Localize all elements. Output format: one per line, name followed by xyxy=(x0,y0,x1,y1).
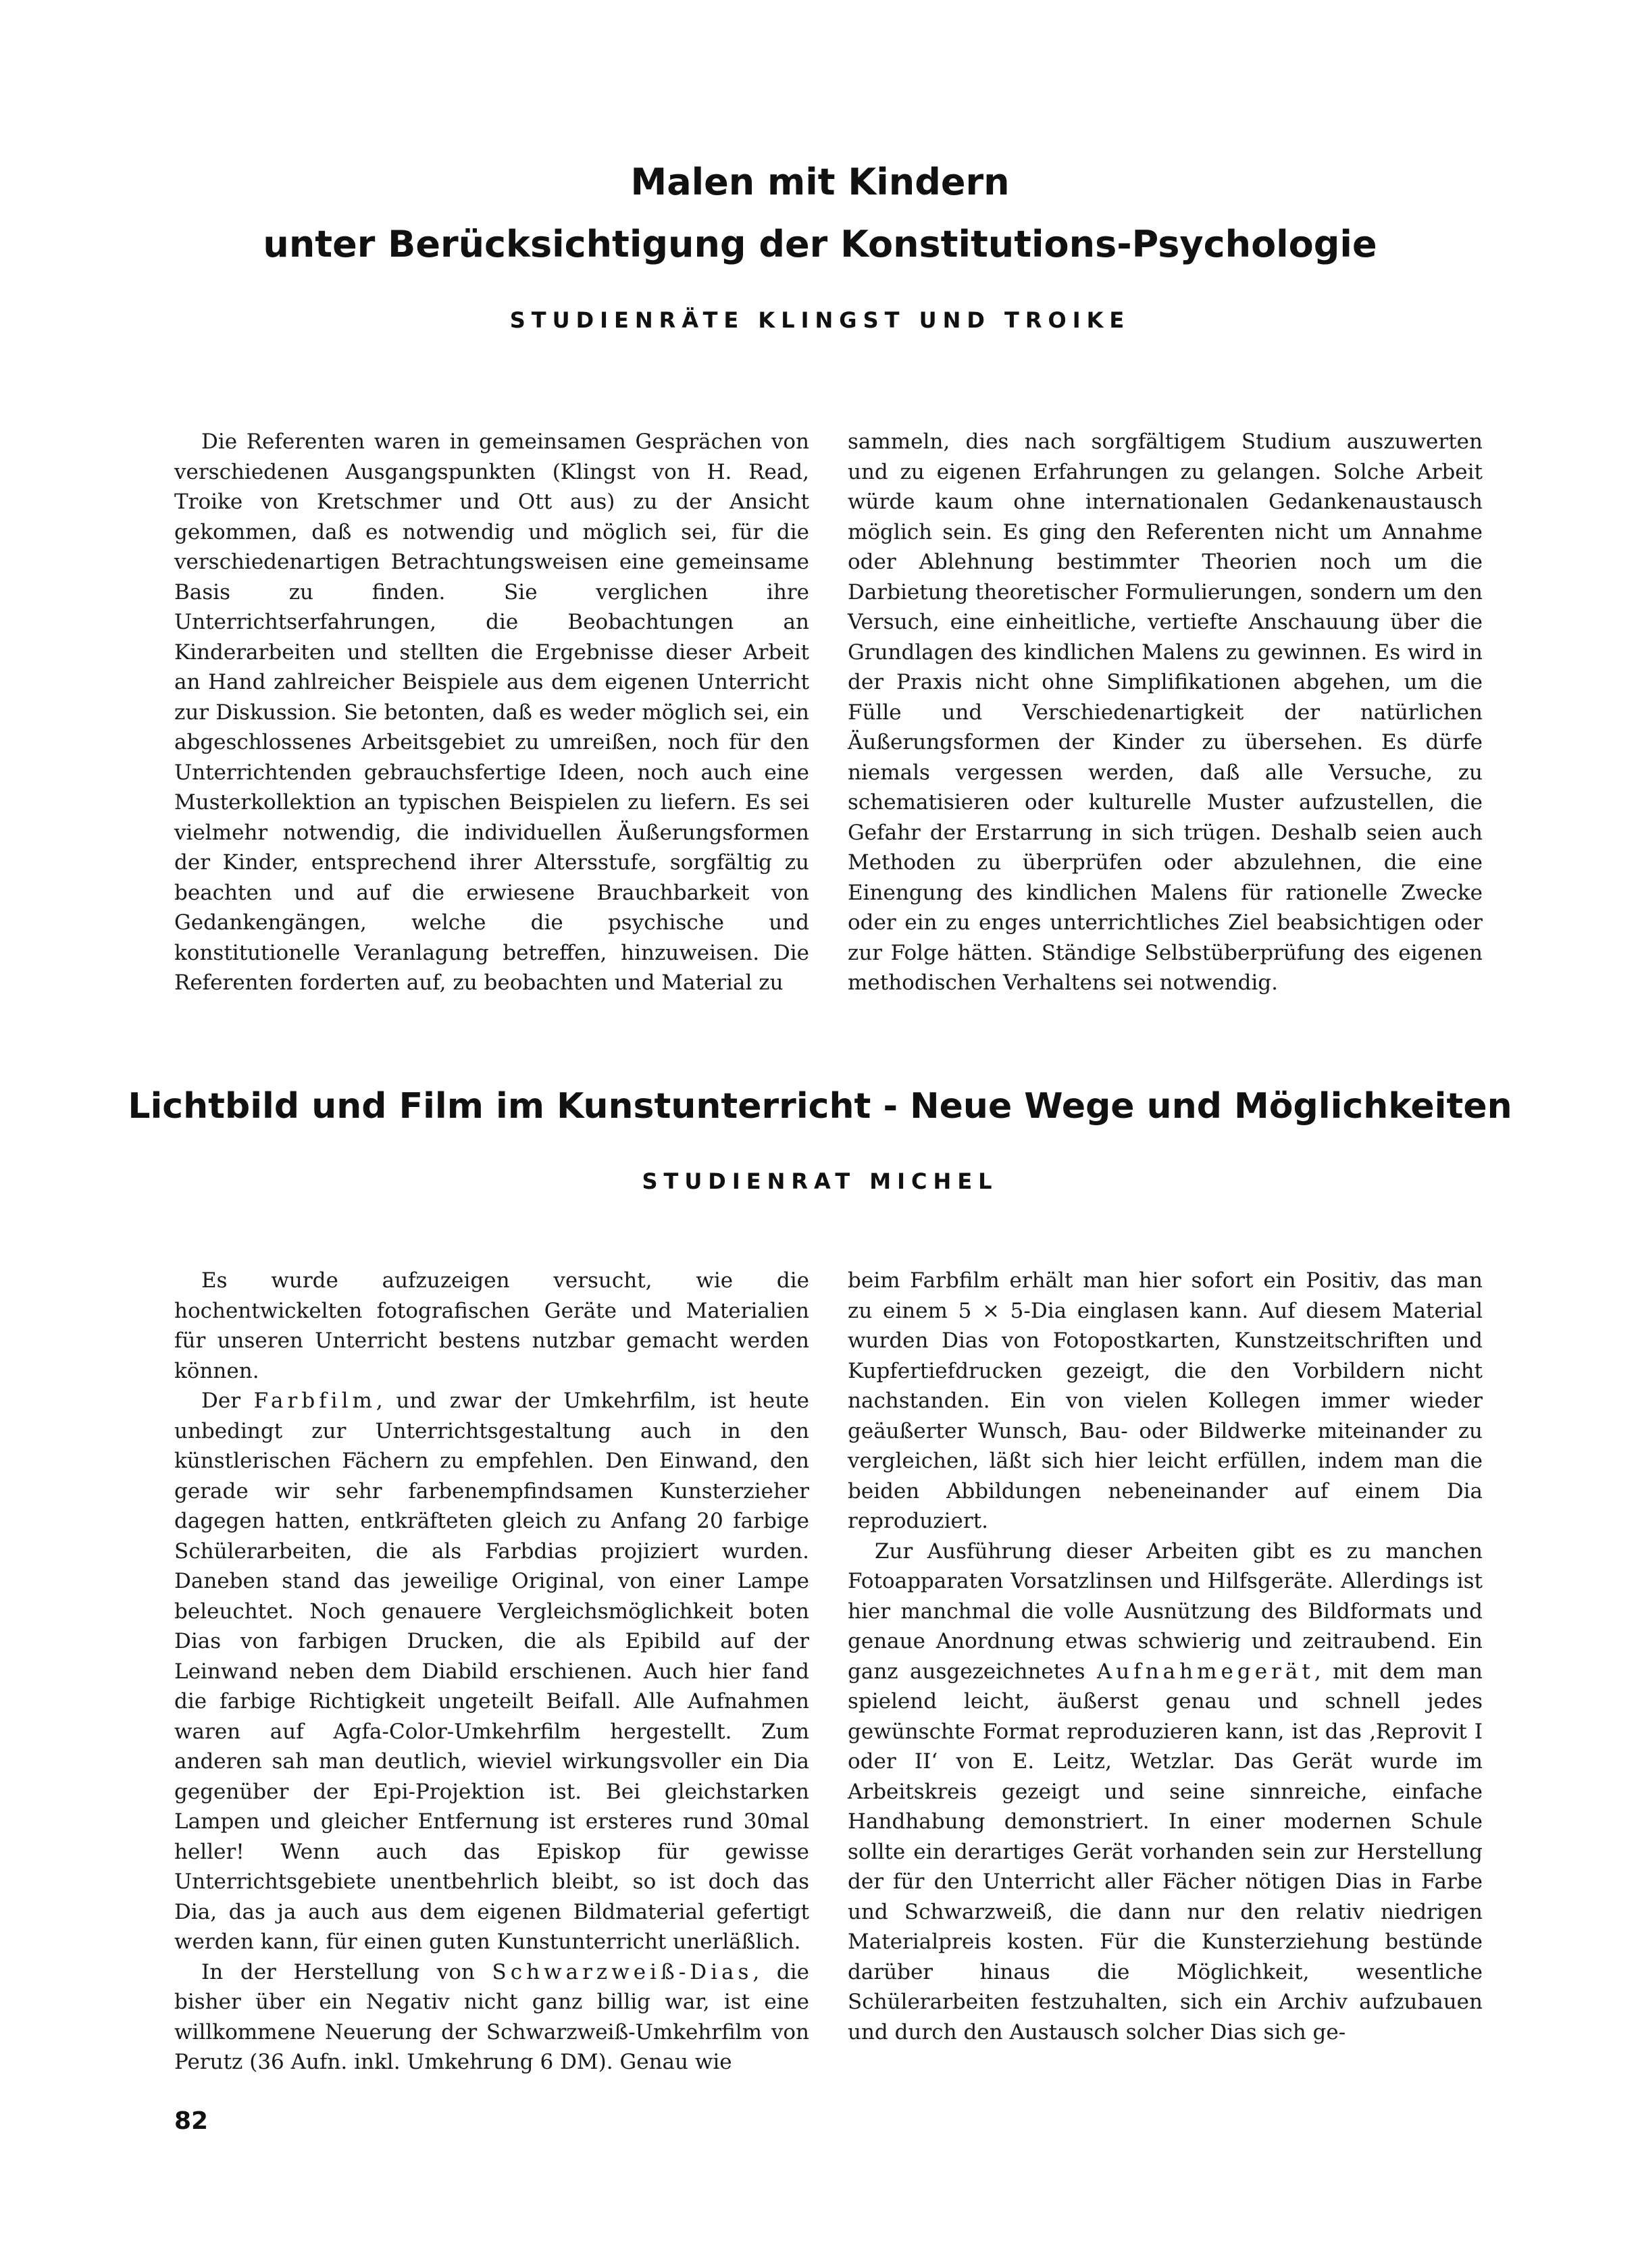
article2-left-p2-lead: Der xyxy=(201,1389,241,1413)
article2-term-schwarzweiss-dias: Schwarzweiß-Dias xyxy=(492,1959,753,1984)
article2-left-p3-lead: In der Herstellung von xyxy=(201,1959,475,1984)
article2-term-aufnahmegeraet: Aufnahmegerät xyxy=(1096,1659,1314,1684)
article2-left-paragraph-1: Es wurde aufzuzeigen versucht, wie die hochentwickelten fotografischen Geräte und Materialien für unseren Unterricht bestens nutzbar gemacht werden können. xyxy=(174,1268,809,1383)
article1-title-line1: Malen mit Kindern xyxy=(630,161,1010,203)
article2-left-paragraph-3 xyxy=(174,1957,809,2078)
article1-left-paragraph: Die Referenten waren in gemeinsamen Gesprächen von verschiedenen Ausgangspunkten (Klingst von H. Read, Troike von Kretschmer und Ott aus) zu der Ansicht gekommen, daß es notwendig und möglich sei, für die verschiedenartigen Betrachtungsweisen eine gemeinsame Basis zu finden. Sie verglichen ihre Unterrichtserfahrungen, die Beobachtungen an Kinderarbeiten und stellten die Ergebnisse dieser Arbeit an Hand zahlreicher Beispiele aus dem eigenen Unterricht zur Diskussion. Sie betonten, daß es weder möglich sei, ein abgeschlossenes Arbeitsgebiet zu umreißen, noch für den Unterrichtenden gebrauchsfertige Ideen, noch auch eine Musterkollektion an typischen Beispielen zu liefern. Es sei vielmehr notwendig, die individuellen Äußerungsformen der Kinder, entsprechend ihrer Altersstufe, sorgfältig zu beachten und auf die erwiesene Brauchbarkeit von Gedankengängen, welche die psychische und konstitutionelle Veranlagung betreffen, hinzuweisen. Die Referenten forderten auf, zu beobachten und Material zu xyxy=(174,430,809,995)
article2-right-paragraph-1: beim Farbfilm erhält man hier sofort ein Positiv, das man zu einem 5 × 5-Dia einglasen kann. Auf diesem Material wurden Dias von Fotopostkarten, Kunstzeitschriften und Kupfertiefdrucken gezeigt, die den Vorbildern nicht nachstanden. Ein von vielen Kollegen immer wieder geäußerter Wunsch, Bau- oder Bildwerke miteinander zu vergleichen, läßt sich hier leicht erfüllen, indem man die beiden Abbildungen nebeneinander auf einem Dia reproduziert. xyxy=(848,1268,1483,1533)
article2-left-p3-rest: , die bisher über ein Negativ nicht ganz billig war, ist eine willkommene Neuerung der Schwarzweiß-Umkehrfilm von Perutz (36 Aufn. inkl. Umkehrung 6 DM). Genau wie xyxy=(174,1959,809,2074)
article2-right-p2-lead: Zur Ausführung dieser Arbeiten gibt es zu manchen Fotoapparaten Vorsatzlinsen und Hilfsgeräte. Allerdings ist hier manchmal die volle Ausnützung des Bildformats und genaue Anordnung etwas schwierig und zeitraubend. Ein ganz ausgezeichnetes xyxy=(848,1539,1483,1684)
article2-author: STUDIENRAT MICHEL xyxy=(642,1168,998,1194)
article2-column-left xyxy=(174,1266,809,2078)
article2-right-p2-rest: , mit dem man spielend leicht, äußerst genau und schnell jedes gewünschte Format reproduzieren kann, ist das ‚Reprovit I oder II‘ von E. Leitz, Wetzlar. Das Gerät wurde im Arbeitskreis gezeigt und seine sinnreiche, einfache Handhabung demonstriert. In einer modernen Schule sollte ein derartiges Gerät vorhanden sein zur Herstellung der für den Unterricht aller Fächer nötigen Dias in Farbe und Schwarzweiß, die dann nur den relativ niedrigen Materialpreis kosten. Für die Kunsterziehung bestünde darüber hinaus die Möglichkeit, wesentliche Schülerarbeiten festzuhalten, sich ein Archiv aufzubauen und durch den Austausch solcher Dias sich ge- xyxy=(848,1659,1483,2044)
article2-column-right xyxy=(848,1266,1483,2047)
article1-right-paragraph: sammeln, dies nach sorgfältigem Studium auszuwerten und zu eigenen Erfahrungen zu gelangen. Solche Arbeit würde kaum ohne internationalen Gedankenaustausch möglich sein. Es ging den Referenten nicht um Annahme oder Ablehnung bestimmter Theorien noch um die Darbietung theoretischer Formulierungen, sondern um den Versuch, eine einheitliche, vertiefte Anschauung über die Grundlagen des kindlichen Malens zu gewinnen. Es wird in der Praxis nicht ohne Simplifikationen abgehen, um die Fülle und Verschiedenartigkeit der natürlichen Äußerungsformen der Kinder zu übersehen. Es dürfe niemals vergessen werden, daß alle Versuche, zu schematisieren oder kulturelle Muster aufzustellen, die Gefahr der Erstarrung in sich trügen. Deshalb seien auch Methoden zu überprüfen oder abzulehnen, die eine Einengung des kindlichen Malens für rationelle Zwecke oder ein zu enges unterrichtliches Ziel beabsichtigen oder zur Folge hätten. Ständige Selbstüberprüfung des eigenen methodischen Verhaltens sei notwendig. xyxy=(848,430,1483,995)
article1-authors: STUDIENRÄTE KLINGST UND TROIKE xyxy=(509,307,1131,333)
article1-column-right xyxy=(848,427,1483,998)
article2-left-paragraph-2 xyxy=(174,1386,809,1957)
page-number: 82 xyxy=(174,2107,209,2135)
article2-title: Lichtbild und Film im Kunstunterricht - Neue Wege und Möglichkeiten xyxy=(128,1086,1512,1127)
article2-term-farbfilm: Farbfilm xyxy=(253,1389,376,1413)
article2-right-paragraph-2 xyxy=(848,1537,1483,2048)
article2-left-p2-rest: , und zwar der Umkehrfilm, ist heute unbedingt zur Unterrichtsgestaltung auch in den künstlerischen Fächern zu empfehlen. Den Einwand, den gerade wir sehr farbenempfindsamen Kunsterzieher dagegen hatten, entkräfteten gleich zu Anfang 20 farbige Schülerarbeiten, die als Farbdias projiziert wurden. Daneben stand das jeweilige Original, von einer Lampe beleuchtet. Noch genauere Vergleichsmöglichkeit boten Dias von farbigen Drucken, die als Epibild auf der Leinwand neben dem Diabild erschienen. Auch hier fand die farbige Richtigkeit ungeteilt Beifall. Alle Aufnahmen waren auf Agfa-Color-Umkehrfilm hergestellt. Zum anderen sah man deutlich, wieviel wirkungsvoller ein Dia gegenüber der Epi-Projektion ist. Bei gleichstarken Lampen und gleicher Entfernung ist ersteres rund 30mal heller! Wenn auch das Episkop für gewisse Unterrichtsgebiete unentbehrlich bleibt, so ist doch das Dia, das ja auch aus dem eigenen Bildmaterial gefertigt werden kann, für einen guten Kunstunterricht unerläßlich. xyxy=(174,1389,809,1954)
article1-column-left xyxy=(174,427,809,998)
article1-title-line2: unter Berücksichtigung der Konstitutions-Psychologie xyxy=(263,223,1377,265)
